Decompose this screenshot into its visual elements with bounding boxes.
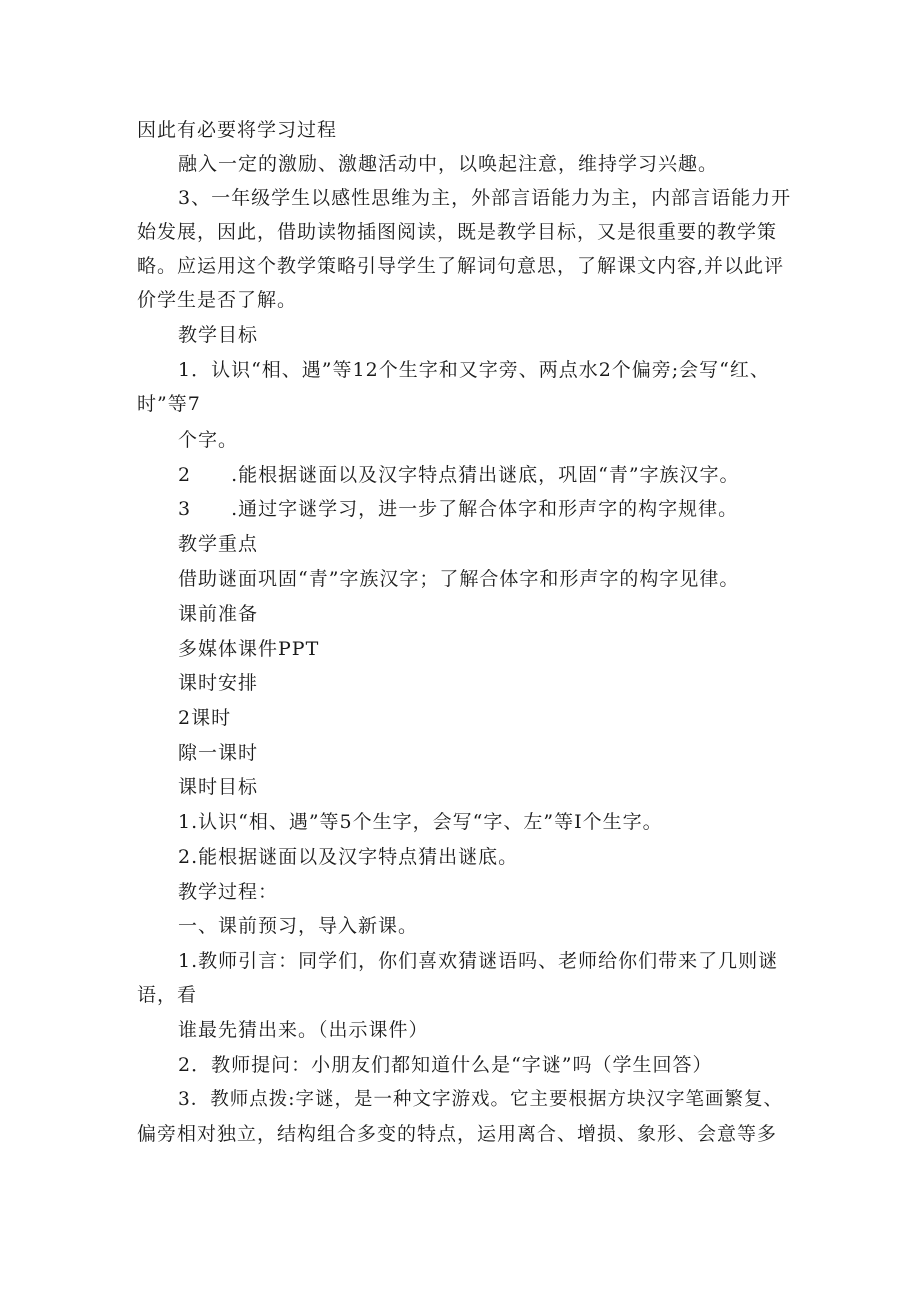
text-line: 3、一年级学生以感性思维为主，外部言语能力为主，内部言语能力开 <box>178 187 792 209</box>
section-heading: 教学重点 <box>178 533 259 555</box>
text-line: 2．教师提问：小朋友们都知道什么是“字谜”吗（学生回答） <box>178 1054 713 1076</box>
text-line: 个字。 <box>178 429 239 451</box>
text-line: 2课时 <box>178 707 232 729</box>
text-line: 融入一定的激励、激趣活动中，以唤起注意，维持学习兴趣。 <box>178 153 719 175</box>
text-line: 偏旁相对独立，结构组合多变的特点，运用离合、增损、象形、会意等多 <box>137 1123 778 1145</box>
section-heading: 教学过程： <box>178 881 279 903</box>
text-line: 1.教师引言：同学们，你们喜欢猜谜语吗、老师给你们带来了几则谜 <box>178 950 779 972</box>
text-line: 1.认识“相、遇”等5个生字，会写“字、左”等I个生字。 <box>178 811 663 833</box>
text-line: 时”等7 <box>137 393 201 415</box>
text-line: 隙一课时 <box>178 742 259 764</box>
section-heading: 课时目标 <box>178 776 259 798</box>
text-line: 借助谜面巩固“青”字族汉字；了解合体字和形声字的构字见律。 <box>178 568 740 590</box>
text-line: 语，看 <box>137 984 198 1006</box>
section-heading: 课时安排 <box>178 672 259 694</box>
section-heading: 课前准备 <box>178 603 259 625</box>
text-line: 因此有必要将学习过程 <box>137 119 338 141</box>
section-heading: 教学目标 <box>178 324 259 346</box>
text-line: 一、课前预习，导入新课。 <box>178 915 419 937</box>
text-line: 3．教师点拨:字谜，是一种文字游戏。它主要根据方块汉字笔画繁复、 <box>178 1089 784 1110</box>
text-line: 谁最先猜出来。（出示课件） <box>178 1019 429 1041</box>
text-line: 多媒体课件PPT <box>178 638 320 660</box>
text-line: 价学生是否了解。 <box>137 289 298 311</box>
text-line: 2 .能根据谜面以及汉字特点猜出谜底，巩固“青”字族汉字。 <box>178 464 740 486</box>
text-line: 3 .通过字谜学习，进一步了解合体字和形声字的构字规律。 <box>178 498 739 520</box>
text-line: 2.能根据谜面以及汉字特点猜出谜底。 <box>178 846 519 868</box>
text-line: 始发展，因此，借助读物插图阅读，既是教学目标，又是很重要的教学策 <box>137 221 778 243</box>
text-line: 略。应运用这个教学策略引导学生了解词句意思，了解课文内容,并以此评 <box>137 255 785 277</box>
text-line: 1．认识“相、遇”等12个生字和又字旁、两点水2个偏旁;会写“红、 <box>178 359 770 381</box>
